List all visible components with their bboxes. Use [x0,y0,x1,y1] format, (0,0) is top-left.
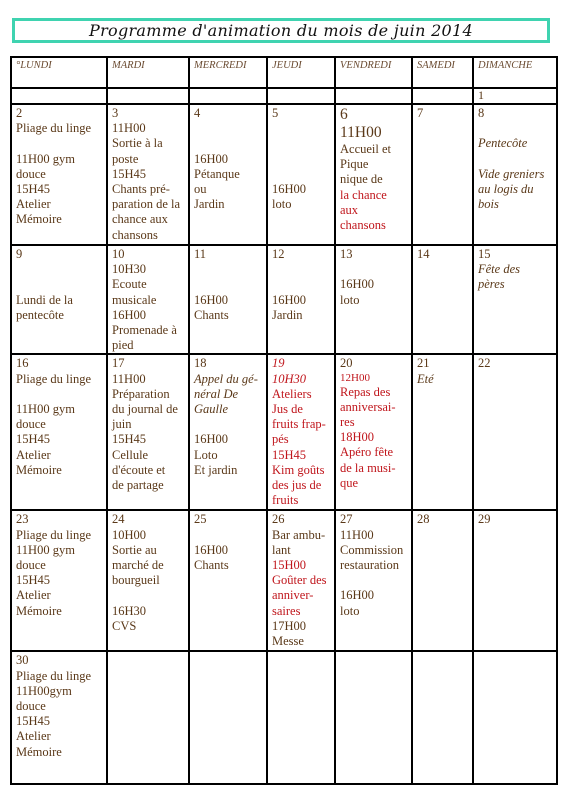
event-line: 10H00 [112,527,147,542]
day-number: 14 [417,247,430,261]
day-cell [412,88,473,104]
day-cell [189,651,267,784]
event-line [194,417,262,432]
day-cell [107,104,189,245]
event-line: 16H00 [194,292,229,307]
event-line: du journal de [112,402,178,417]
day-number: 13 [340,247,353,261]
day-cell [107,88,189,104]
event-line: Gaulle [194,402,229,417]
day-cell [412,104,473,245]
day-cell [473,104,557,245]
day-cell [412,651,473,784]
day-number: 1 [478,88,484,102]
event-line [272,262,330,277]
day-cell [335,104,412,245]
event-line: 15H45 [16,182,51,197]
event-line: 15H45 [16,714,51,729]
event-line: douce [16,417,46,432]
event-line: Chants [194,307,229,322]
day-cell [335,651,412,784]
day-number: 6 [340,106,348,123]
event-line: 10H30 [272,371,307,386]
day-number: 22 [478,356,491,371]
weekday-header: °LUNDI [11,57,107,88]
event-line: Bar ambu- [272,527,326,542]
event-line: Pliage du linge [16,121,91,136]
day-cell [473,88,557,104]
event-line: Vide greniers [478,166,545,181]
event-line: fruits [272,493,299,508]
event-line: 15H45 [112,432,147,447]
event-line: 11H00 [340,527,374,542]
week-row [11,245,557,354]
event-line: Repas des [340,384,391,399]
event-line: que [340,475,359,490]
day-number: 12 [272,247,285,261]
day-cell [189,354,267,510]
weekday-header: MARDI [107,57,189,88]
event-line: 15H45 [112,166,147,181]
event-line: des jus de [272,478,322,493]
week-row [11,651,557,784]
day-number: 19 [272,356,285,371]
day-number: 7 [417,106,424,120]
event-line [272,152,330,167]
event-line: Préparation [112,386,170,401]
day-cell [189,245,267,354]
day-number: 29 [478,512,491,527]
event-line: loto [340,292,360,307]
event-line [272,167,330,182]
event-line [16,387,102,402]
day-number: 18 [194,356,207,371]
event-line [272,136,330,151]
event-line: 11H00 [112,371,146,386]
event-line: paration de la [112,197,181,212]
day-cell [189,104,267,245]
event-line: aux [340,202,359,217]
event-line: 16H00 [112,307,147,322]
event-line: loto [340,603,360,618]
event-line: Ateliers [272,386,312,401]
event-line: Sortie à la [112,136,163,151]
event-line: 15H45 [272,447,307,462]
event-line: Apéro fête [340,445,394,460]
day-cell [267,88,335,104]
day-number: 27 [340,512,353,527]
event-line: 11H00 [112,121,146,136]
day-number: 8 [478,106,485,120]
event-line: anniversai- [340,399,396,414]
day-cell [335,354,412,510]
event-line [272,121,330,136]
day-cell [267,651,335,784]
event-line [478,152,552,167]
day-number: 26 [272,512,285,527]
event-line: Et jardin [194,462,238,477]
event-line: nique de [340,172,383,187]
event-line: Pétanque [194,166,240,181]
event-line: douce [16,699,46,714]
event-line: Pliage du linge [16,371,91,386]
event-line: Atelier [16,729,51,744]
event-line: 17H00 [272,618,307,633]
event-line: 11H00 gym [16,402,75,417]
day-number: 20 [340,356,353,371]
event-line [16,136,102,151]
day-cell [267,104,335,245]
weekday-header: DIMANCHE [473,57,557,88]
event-line [272,277,330,292]
day-cell [335,245,412,354]
event-line: 16H00 [340,588,375,603]
event-line: chansons [112,227,158,242]
event-line: de la musi- [340,460,396,475]
event-line: douce [16,166,46,181]
event-line: fruits frap- [272,417,326,432]
event-line: CVS [112,618,137,633]
day-cell [189,510,267,651]
event-line: 15H00 [272,558,307,573]
day-cell [107,510,189,651]
event-line: Atelier [16,447,51,462]
day-cell [473,354,557,510]
day-number: 23 [16,512,29,527]
event-line: pentecôte [16,307,64,322]
event-line: poste [112,151,139,166]
event-line: pères [478,277,505,292]
weekday-header: MERCREDI [189,57,267,88]
event-line [194,136,262,151]
event-line: pés [272,432,289,447]
event-line: Jus de [272,402,303,417]
event-line: saires [272,603,301,618]
event-line [194,121,262,136]
day-cell [267,245,335,354]
weekday-header: VENDREDI [335,57,412,88]
event-line: Eté [417,371,434,386]
event-line: Loto [194,447,218,462]
event-line: musicale [112,292,157,307]
event-line: Cellule [112,447,149,462]
day-cell [107,245,189,354]
event-line: 15H45 [16,432,51,447]
event-line: Jardin [272,307,303,322]
event-line [194,528,262,543]
day-cell [11,510,107,651]
event-line: 16H00 [272,292,307,307]
day-number: 9 [16,247,23,261]
event-line: marché de [112,558,164,573]
day-number: 17 [112,356,125,371]
event-line: 11H00 gym [16,542,75,557]
event-line: chance aux [112,212,168,227]
event-line: juin [112,417,132,432]
day-number: 3 [112,106,119,120]
event-line: Accueil et [340,142,392,156]
day-number: 25 [194,512,207,527]
event-line: Pliage du linge [16,668,91,683]
event-line: Sortie au [112,542,157,557]
day-number: 15 [478,247,491,261]
weekday-header-row [11,57,557,88]
day-cell [473,510,557,651]
week-row [11,104,557,245]
day-cell [11,651,107,784]
event-line: Lundi de la [16,292,73,307]
day-cell [267,354,335,510]
calendar-table [10,56,558,785]
event-line: Promenade à [112,323,177,338]
day-cell [412,510,473,651]
day-cell [473,651,557,784]
event-line [340,573,407,588]
event-line [194,262,262,277]
day-number: 5 [272,106,279,120]
day-number: 21 [417,356,430,371]
event-line: 11H00gym [16,683,72,698]
day-number: 16 [16,356,29,371]
event-line: 11H00 gym [16,151,75,166]
day-number: 30 [16,653,29,668]
event-line: Pique [340,157,369,172]
event-line: pied [112,338,134,353]
event-line [16,277,102,292]
event-line: Commission [340,542,404,557]
weekday-header: JEUDI [267,57,335,88]
event-line: Goûter des [272,573,327,588]
event-line [194,277,262,292]
event-line: Fête des [478,262,520,277]
day-cell [189,88,267,104]
event-line: Chants pré- [112,182,170,197]
event-line [16,262,102,277]
event-line: Mémoire [16,603,62,618]
event-line: Pentecôte [478,136,528,151]
weekday-header: SAMEDI [412,57,473,88]
day-number: 11 [194,247,207,261]
day-number: 2 [16,106,23,120]
event-line: Kim goûts [272,462,325,477]
week-row [11,510,557,651]
event-line: chansons [340,218,386,233]
event-line: 16H00 [340,277,375,292]
event-line: au logis du [478,182,534,197]
event-line: loto [272,197,292,212]
page-title: Programme d'animation du mois de juin 2014 [89,21,473,40]
event-line [478,121,552,136]
event-line: Mémoire [16,744,62,759]
title-box [12,18,550,43]
day-number: 10 [112,247,125,261]
event-line: néral De [194,386,239,401]
day-cell [11,354,107,510]
day-cell [267,510,335,651]
day-cell [107,354,189,510]
event-line: bourgueil [112,573,160,588]
day-cell [11,245,107,354]
event-line: de partage [112,478,164,493]
day-cell [335,510,412,651]
event-line: 12H00 [340,371,370,384]
day-cell [335,88,412,104]
event-line: d'écoute et [112,462,166,477]
day-cell [412,245,473,354]
event-line: restauration [340,558,400,573]
event-line: Ecoute [112,277,147,292]
event-line: 18H00 [340,430,375,445]
event-line [340,262,407,277]
day-number: 28 [417,512,430,527]
event-line: Atelier [16,197,51,212]
event-line: la chance [340,187,387,202]
event-line: 16H00 [194,542,229,557]
event-line: Chants [194,558,229,573]
event-line: Pliage du linge [16,527,91,542]
event-line: Appel du gé- [194,371,258,386]
day-cell [11,88,107,104]
event-line: bois [478,197,499,212]
event-line [112,588,184,603]
event-line: res [340,415,355,430]
event-line: 16H00 [194,151,229,166]
event-line: douce [16,558,46,573]
day-cell [473,245,557,354]
event-line: Messe [272,634,304,649]
day-cell [412,354,473,510]
event-line: Atelier [16,588,51,603]
event-line: 16H00 [194,432,229,447]
day-cell [107,651,189,784]
event-line: 10H30 [112,262,147,277]
day-cell [11,104,107,245]
event-line: Mémoire [16,462,62,477]
event-line: ou [194,182,207,197]
event-line: 16H00 [272,182,307,197]
event-line: lant [272,542,291,557]
day-number: 24 [112,512,125,527]
week-row [11,88,557,104]
event-line: anniver- [272,588,314,603]
day-number: 4 [194,106,201,120]
week-row [11,354,557,510]
event-line: Mémoire [16,212,62,227]
event-line: 11H00 [340,124,382,141]
event-line: 16H30 [112,603,147,618]
event-line: 15H45 [16,573,51,588]
event-line: Jardin [194,197,225,212]
